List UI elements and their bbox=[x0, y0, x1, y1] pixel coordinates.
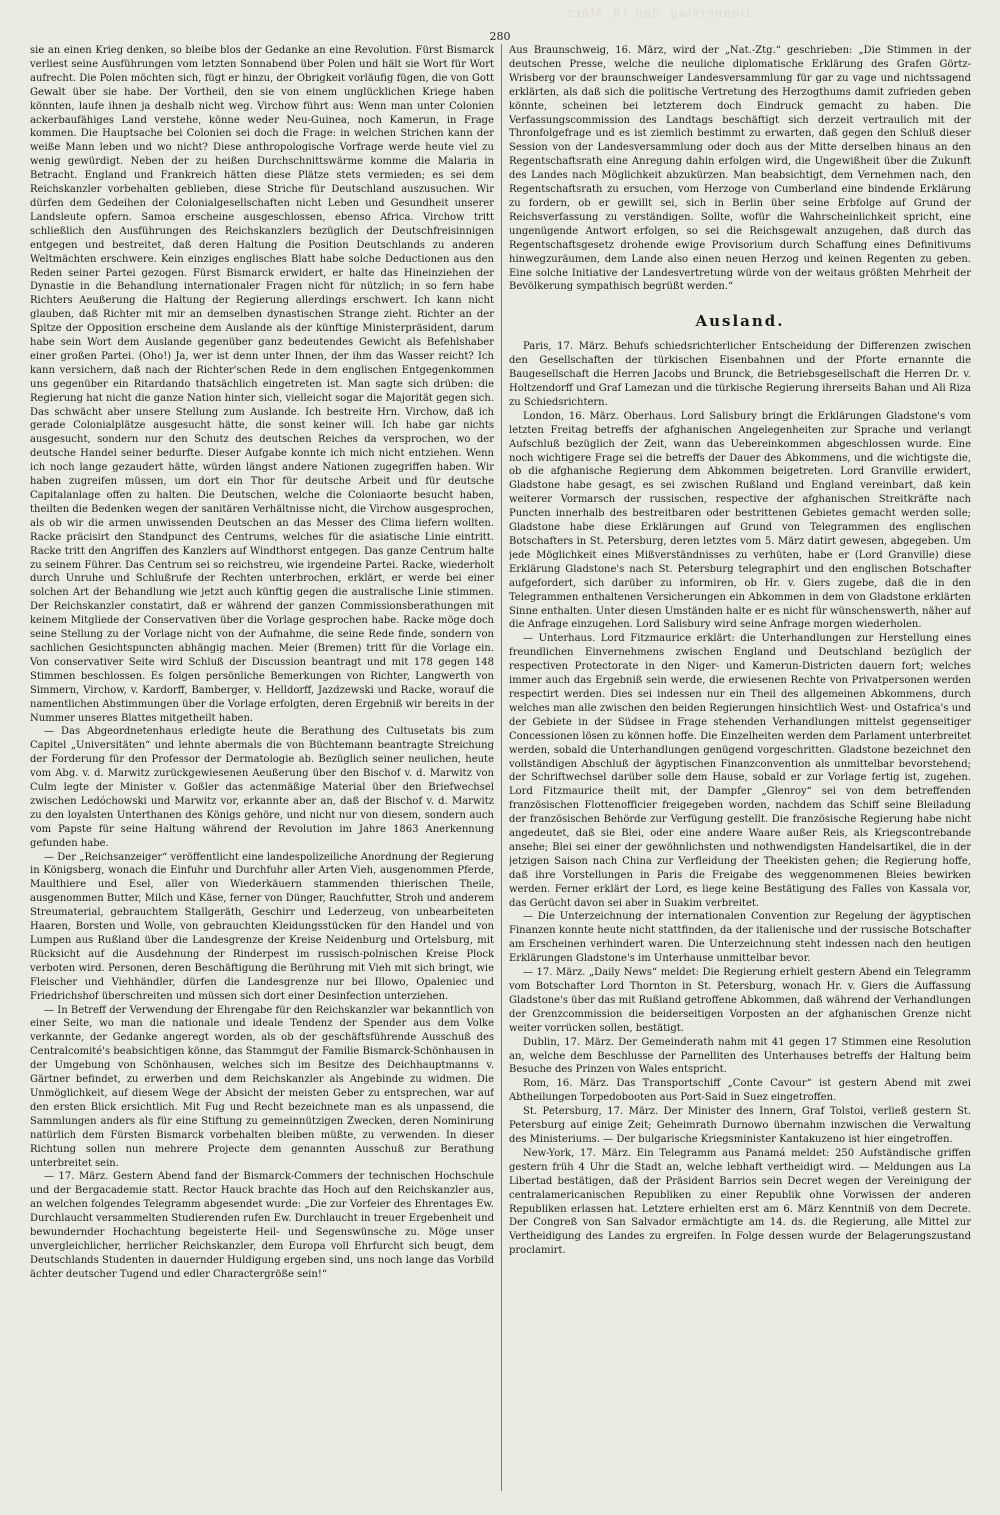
ausland-paragraph: — 17. März. „Daily News“ meldet: Die Regierung erhielt gestern Abend ein Telegramm vom Botschafter Lord Thornton in St. Petersburg, wonach Hr. v. Giers die Auffassung Gladstone's über das mit Rußland getroffene Abkommen, daß während der Verhandlungen der Grenzcommission die beiderseitigen Vorposten an der afghanischen Grenze nicht weiter vorrücken sollen, bestätigt. bbox=[509, 967, 971, 1034]
ausland-paragraph: — Unterhaus. Lord Fitzmaurice erklärt: die Unterhandlungen zur Herstellung eines freundlichen Einvernehmens zwischen England und Deutschland bezüglich der respectiven Protectorate in den Niger- und Kamerun-Districten dauern fort; welches immer auch das Ergebniß sein werde, die erwiesenen Rechte von Privatpersonen werden respectirt werden. Dies sei indessen nur ein Theil des allgemeinen Abkommens, durch welches man alle zwischen den beiden Regierungen hinsichtlich West- und Ostafrica's und der Gebiete in der Südsee in Frage stehenden Verhandlungen mittelst gegenseitiger Concessionen lösen zu können hoffe. Die Einzelheiten werden dem Parlament unterbreitet werden, sobald die Unterhandlungen genügend vorgeschritten. Gladstone bezeichnet den vollständigen Abschluß der ägyptischen Finanzconvention als unmittelbar bevorstehend; der Schriftwechsel darüber solle dem Hause, sobald er zur Vorlage fertig ist, zugehen. Lord Fitzmaurice theilt mit, der Dampfer „Glenroy“ sei von dem betreffenden französischen Flottenofficier freigegeben worden, nachdem das Schiff seine Bleiladung der französischen Behörde zur Verfügung gestellt. Die französische Regierung habe nicht angedeutet, daß sie Blei, oder eine andere Waare außer Reis, als Kriegscontrebande ansehe; Blei sei einer der gewöhnlichsten und nothwendigsten Handelsartikel, die in der jetzigen Saison nach China zur Verfleidung der Theekisten gehen; die Regierung hoffe, daß ihre Vorstellungen in Paris die Freigabe des weggenommenen Bleies bewirken werden. Ferner erklärt der Lord, es liege keine Bestätigung des Falles von Kassala vor, das Gerücht davon sei aber in Suakim verbreitet. bbox=[509, 633, 971, 909]
left-column bbox=[30, 44, 494, 1505]
braunschweig-paragraph: Aus Braunschweig, 16. März, wird der „Nat.-Ztg.“ geschrieben: „Die Stimmen in der deutschen Presse, welche die neuliche diplomatische Erklärung des Grafen Görtz-Wrisberg vor der braunschweiger Landesversammlung für gar zu vage und nichtssagend erklärten, als daß sich die politische Vertretung des Herzogthums damit zufrieden geben könnte, scheinen bei letzterem doch Eindruck gemacht zu haben. Die Verfassungscommission des Landtags beschäftigt sich derzeit vertraulich mit der Thronfolgefrage und es ist ziemlich bestimmt zu erwarten, daß gegen den Schluß dieser Session von der Landesversammlung oder doch aus der Mitte derselben hinaus an den Regentschaftsrath eine Anregung dahin erfolgen wird, die Ungewißheit über die Zukunft des Landes nach Möglichkeit abzukürzen. Man beabsichtigt, dem Vernehmen nach, den Regentschaftsrath zu ersuchen, vom Herzoge von Cumberland eine bindende Erklärung zu fordern, ob er gewillt sei, sich in Berlin über seine Erbfolge auf Grund der Reichsverfassung zu verständigen. Sollte, wofür die Wahrscheinlichkeit spricht, eine ungenügende Antwort erfolgen, so sei die Reichsgewalt anzugehen, daß durch das Regentschaftsgesetz drohende ewige Provisorium durch Schaffung eines Definitivums hinwegzuräumen, dem Lande also einen neuen Herzog und keinen Regenten zu geben. Eine solche Initiative der Landesvertretung würde von der weitaus größten Mehrheit der Bevölkerung sympathisch begrüßt werden.“ bbox=[509, 45, 971, 293]
ausland-paragraph: New-York, 17. März. Ein Telegramm aus Panamá meldet: 250 Aufständische griffen gestern früh 4 Uhr die Stadt an, welche lebhaft vertheidigt wird. — Meldungen aus La Libertad bestätigen, daß der Präsident Barrios sein Decret wegen der Vereinigung der centralamericanischen Republiken zu einer Republik ohne Vorwissen der anderen Republiken erlassen hat. Letztere erhielten erst am 6. März Kenntniß von dem Decrete. Der Congreß von San Salvador ermächtigte am 14. ds. die Regierung, alle Mittel zur Vertheidigung des Landes zu ergreifen. In Folge dessen wurde der Belagerungszustand proclamirt. bbox=[509, 1147, 971, 1257]
ausland-paragraph: Dublin, 17. März. Der Gemeinderath nahm mit 41 gegen 17 Stimmen eine Resolution an, welche dem Beschlusse der Parnelliten des Unterhauses betreffs der Haltung beim Besuche des Prinzen von Wales entspricht. bbox=[509, 1036, 971, 1076]
right-column-top bbox=[509, 44, 971, 294]
ausland-paragraph: London, 16. März. Oberhaus. Lord Salisbury bringt die Erklärungen Gladstone's vom letzten Freitag betreffs der afghanischen Angelegenheiten zur Sprache und verlangt Aufschluß bezüglich der Zeit, wann das Uebereinkommen abgeschlossen wurde. Eine noch wichtigere Frage sei die betreffs der Dauer des Abkommens, und die wichtigste die, ob die afghanische Regierung dem Abkommen beigetreten. Lord Granville erwidert, Gladstone habe gesagt, es sei zwischen Rußland und England vereinbart, daß kein weiterer Vormarsch der russischen, respective der afghanischen Streitkräfte nach Puncten innerhalb des bestreitbaren oder bestrittenen Gebietes gemacht werden solle; Gladstone habe diese Erklärungen auf Grund von Telegrammen des englischen Botschafters in St. Petersburg, deren letztes vom 5. März datirt gewesen, abgegeben. Um jede Möglichkeit eines Mißverständnisses zu verhüten, habe er (Lord Granville) diese Erklärung Gladstone's nach St. Petersburg telegraphirt und den englischen Botschafter aufgefordert, sich darüber zu informiren, ob Hr. v. Giers zugebe, daß die in den Telegrammen enthaltenen Versicherungen ein Abkommen in dem von Gladstone erklärten Sinne enthalten. Unter diesen Umständen halte er es nicht für wünschenswerth, näher auf die Anfrage einzugehen. Lord Salisbury wird seine Anfrage morgen wiederholen. bbox=[509, 410, 971, 631]
left-column-paragraph: — 17. März. Gestern Abend fand der Bismarck-Commers der technischen Hochschule und der Bergacademie statt. Rector Hauck brachte das Hoch auf den Reichskanzler aus, an welchen folgendes Telegramm abgesendet wurde: „Die zur Vorfeier des Ehrentages Ew. Durchlaucht versammelten Studierenden rufen Ew. Durchlaucht in treuer Ergebenheit und bewundernder Hochachtung begeisterte Heil- und Segenswünsche zu. Möge unser unvergleichlicher, herrlicher Reichskanzler, dem Europa voll Ehrfurcht sich beugt, dem Deutschlands Studenten in dauernder Huldigung ergeben sind, uns noch lange das Vorbild ächter deutscher Tugend und edler Charactergröße sein!“ bbox=[30, 1171, 494, 1280]
ausland-paragraph: — Die Unterzeichnung der internationalen Convention zur Regelung der ägyptischen Finanzen konnte heute nicht stattfinden, da der italienische und der russische Botschafter am Erscheinen verhindert waren. Die Unterzeichnung steht indessen nach den heutigen Erklärungen Gladstone's im Unterhause unmittelbar bevor. bbox=[509, 911, 971, 965]
ausland-paragraph: Rom, 16. März. Das Transportschiff „Conte Cavour“ ist gestern Abend mit zwei Abtheilungen Torpedobooten aus Port-Said in Suez eingetroffen. bbox=[509, 1078, 971, 1104]
section-title-ausland: Ausland. bbox=[695, 312, 785, 331]
right-column-bottom bbox=[509, 340, 971, 1258]
left-column-paragraph: sie an einen Krieg denken, so bleibe blos der Gedanke an eine Revolution. Fürst Bismarck verliest seine Ausführungen vom letzten Sonnabend über Polen und hält sie Wort für Wort aufrecht. Die Polen möchten sich, fügt er hinzu, der Obrigkeit vorläufig fügen, die von Gott Gewalt über sie habe. Der Vortheil, den sie von einem unglücklichen Kriege haben könnten, laufe ihnen ja deshalb nicht weg. Virchow führt aus: Wenn man unter Colonien ackerbaufähiges Land verstehe, könne weder Neu-Guinea, noch Kamerun, in Frage kommen. Die Hauptsache bei Colonien sei doch die Frage: in welchen Strichen kann der weiße Mann leben und wo nicht? Diese anthropologische Vorfrage werde heute viel zu wenig gewürdigt. Neben der zu heißen Durchschnittswärme komme die Malaria in Betracht. England und Frankreich hätten diese Plätze stets vermieden; es sei dem Reichskanzler vorbehalten geblieben, diese Striche für Deutschland auszusuchen. Wir dürfen dem Gedeihen der Colonialgesellschaften nicht Leben und Gesundheit unserer Landsleute opfern. Samoa erscheine ausgeschlossen, ebenso Africa. Virchow tritt schließlich den Ausführungen des Reichskanzlers bezüglich der Deutschfreisinnigen entgegen und bestreitet, daß deren Haltung die Position Deutschlands zu anderen Weltmächten erschwere. Kein einziges englisches Blatt habe solche Deductionen aus den Reden seiner Partei gezogen. Fürst Bismarck erwidert, er halte das Hineinziehen der Dynastie in die Behandlung internationaler Fragen nicht für nützlich; in so fern habe Richters Aeußerung die Haltung der Regierung allerdings erschwert. Ich kann nicht glauben, daß Richter mit mir an demselben dynastischen Strange zieht. Richter an der Spitze der Opposition erscheine dem Auslande als der künftige Ministerpräsident, darum habe sein Wort dem Auslande gegenüber ganz bedeutendes Gewicht als Befehlshaber einer großen Partei. (Oho!) Ja, wer ist denn unter Ihnen, der ihm das Wasser reicht? Ich kann versichern, daß nach der Richter'schen Rede in dem englischen Entgegenkommen uns gegenüber ein Ritardando thatsächlich eingetreten ist. Man sagte sich drüben: die Regierung hat nicht die ganze Nation hinter sich, vielleicht sogar die Majorität gegen sich. Das schwächt aber unsere Stellung zum Auslande. Ich bestreite Hrn. Virchow, daß ich gerade Colonialplätze ausgesucht hätte, die sonst keiner will. Ich habe gar nichts ausgesucht, sondern nur den Schutz des deutschen Reiches da versprochen, wo der deutsche Handel seiner bedurfte. Dieser Aufgabe konnte ich mich nicht entziehen. Wenn ich noch lange gezaudert hätte, würden längst andere Nationen zugegriffen haben. Wir haben zugreifen müssen, um dort ein Thor für deutsche Arbeit und für deutsche Capitalanlage offen zu halten. Die Deutschen, welche die Coloniaorte besucht haben, theilten die Bedenken wegen der sanitären Verhältnisse nicht, die Virchow ausgesprochen, als ob wir die armen unwissenden Deutschen an das Messer des Clima liefern wollten. Racke präcisirt den Standpunct des Centrums, welches für die asiatische Linie eintritt. Racke tritt den Angriffen des Kanzlers auf Windthorst entgegen. Das ganze Centrum halte zu seinem Führer. Das Centrum sei so reichstreu, wie irgendeine Partei. Racke, wiederholt durch Unruhe und Schlußrufe der Rechten unterbrochen, erklärt, er werde bei einer solchen Art der Behandlung wie jetzt auch künftig gegen die australische Linie stimmen. Der Reichskanzler constatirt, daß er während der ganzen Commissionsberathungen mit keinem Mitgliede der Conservativen über die Vorlage gesprochen habe. Racke möge doch seine Stellung zu der Vorlage nicht von der Aufnahme, die seine Rede finde, sondern von sachlichen Gesichtspuncten abhängig machen. Meier (Bremen) tritt für die Vorlage ein. Von conservativer Seite wird Schluß der Discussion beantragt und mit 178 gegen 148 Stimmen beschlossen. Es folgen persönliche Bemerkungen von Richter, Langwerth von Simmern, Virchow, v. Kardorff, Bamberger, v. Helldorff, Jazdzewski und Racke, worauf die namentlichen Abstimmungen über die Vorlage erfolgten, deren Ergebniß wir bereits in der Nummer unseres Blattes mitgetheilt haben. bbox=[30, 45, 494, 724]
right-column bbox=[509, 44, 971, 1505]
column-divider bbox=[501, 44, 502, 1491]
left-column-paragraph: — Der „Reichsanzeiger“ veröffentlicht eine landespolizeiliche Anordnung der Regierung in Königsberg, wonach die Einfuhr und Durchfuhr aller Arten Vieh, ausgenommen Pferde, Maulthiere und Esel, aller von Wiederkäuern stammenden thierischen Theile, ausgenommen Butter, Milch und Käse, ferner von Dünger, Rauchfutter, Stroh und anderem Streumaterial, gebrauchtem Stallgeräth, Geschirr und Lederzeug, von unbearbeiteten Haaren, Borsten und Wolle, von gebrauchten Kleidungsstücken für den Handel und von Lumpen aus Rußland über die Landesgrenze der Kreise Neidenburg und Ortelsburg, mit Rücksicht auf die Ausdehnung der Rinderpest im russisch-polnischen Kreise Plock verboten wird. Personen, deren Beschäftigung die Berührung mit Vieh mit sich bringt, wie Fleischer und Viehhändler, dürfen die Landesgrenze nur bei Illowo, Opaleniec und Friedrichshof überschreiten und müssen sich dort einer Desinfection unterziehen. bbox=[30, 851, 494, 1002]
page-number: 280 bbox=[489, 30, 511, 43]
ausland-paragraph: St. Petersburg, 17. März. Der Minister des Innern, Graf Tolstoi, verließ gestern St. Petersburg auf einige Zeit; Geheimrath Durnowo übernahm inzwischen die Verwaltung des Ministeriums. — Der bulgarische Kriegsminister Kantakuzeno ist hier eingetroffen. bbox=[509, 1106, 971, 1145]
show-through-header: Donnerstag, den 18. März bbox=[566, 6, 750, 20]
left-column-paragraph: — In Betreff der Verwendung der Ehrengabe für den Reichskanzler war bekanntlich von einer Seite, wo man die nationale und ideale Tendenz der Spender aus dem Volke verkannte, der Gedanke angeregt worden, als ob der geschäftsführende Ausschuß des Centralcomité's beabsichtigen könne, das Stammgut der Familie Bismarck-Schönhausen in der Umgebung von Schönhausen, welches sich im Besitze des Deichhauptmanns v. Gärtner befindet, zu erwerben und dem Reichskanzler als Angebinde zu widmen. Die Unmöglichkeit, auf diesem Wege der Absicht der meisten Geber zu entsprechen, war auf den ersten Blick ersichtlich. Mit Fug und Recht bezeichnete man es als unpassend, die Sammlungen anders als für eine Stiftung zu gemeinnützigen Zwecken, deren Nominirung natürlich dem Fürsten Bismarck vorbehalten bleiben müßte, zu verwenden. In dieser Richtung sollen nun mehrere Projecte dem genannten Ausschuß zur Berathung unterbreitet sein. bbox=[30, 1004, 494, 1169]
left-column-paragraph: — Das Abgeordnetenhaus erledigte heute die Berathung des Cultusetats bis zum Capitel „Universitäten“ und lehnte abermals die von Büchtemann beantragte Streichung der Forderung für den Professor der Dermatologie ab. Bezüglich seiner neulichen, heute vom Abg. v. d. Marwitz zurückgewiesenen Aeußerung über den Bischof v. d. Marwitz von Culm legte der Minister v. Goßler das actenmäßige Material über den Briefwechsel zwischen Ledóchowski und Marwitz vor, erkannte aber an, daß der Bischof v. d. Marwitz zu den loyalsten Unterthanen des Königs gehöre, und nicht nur von diesem, sondern auch vom Papste für seine Haltung während der Revolution im Jahre 1863 Anerkennung gefunden habe. bbox=[30, 726, 494, 849]
ausland-paragraph: Paris, 17. März. Behufs schiedsrichterlicher Entscheidung der Differenzen zwischen den Gesellschaften der türkischen Eisenbahnen und der Pforte ernannte die Baugesellschaft die Herren Jacobs und Brunck, die Betriebsgesellschaft die Herren Dr. v. Holtzendorff und Graf Lamezan und die türkische Regierung ihrerseits Bahan und Ali Riza zu Schiedsrichtern. bbox=[509, 341, 971, 408]
